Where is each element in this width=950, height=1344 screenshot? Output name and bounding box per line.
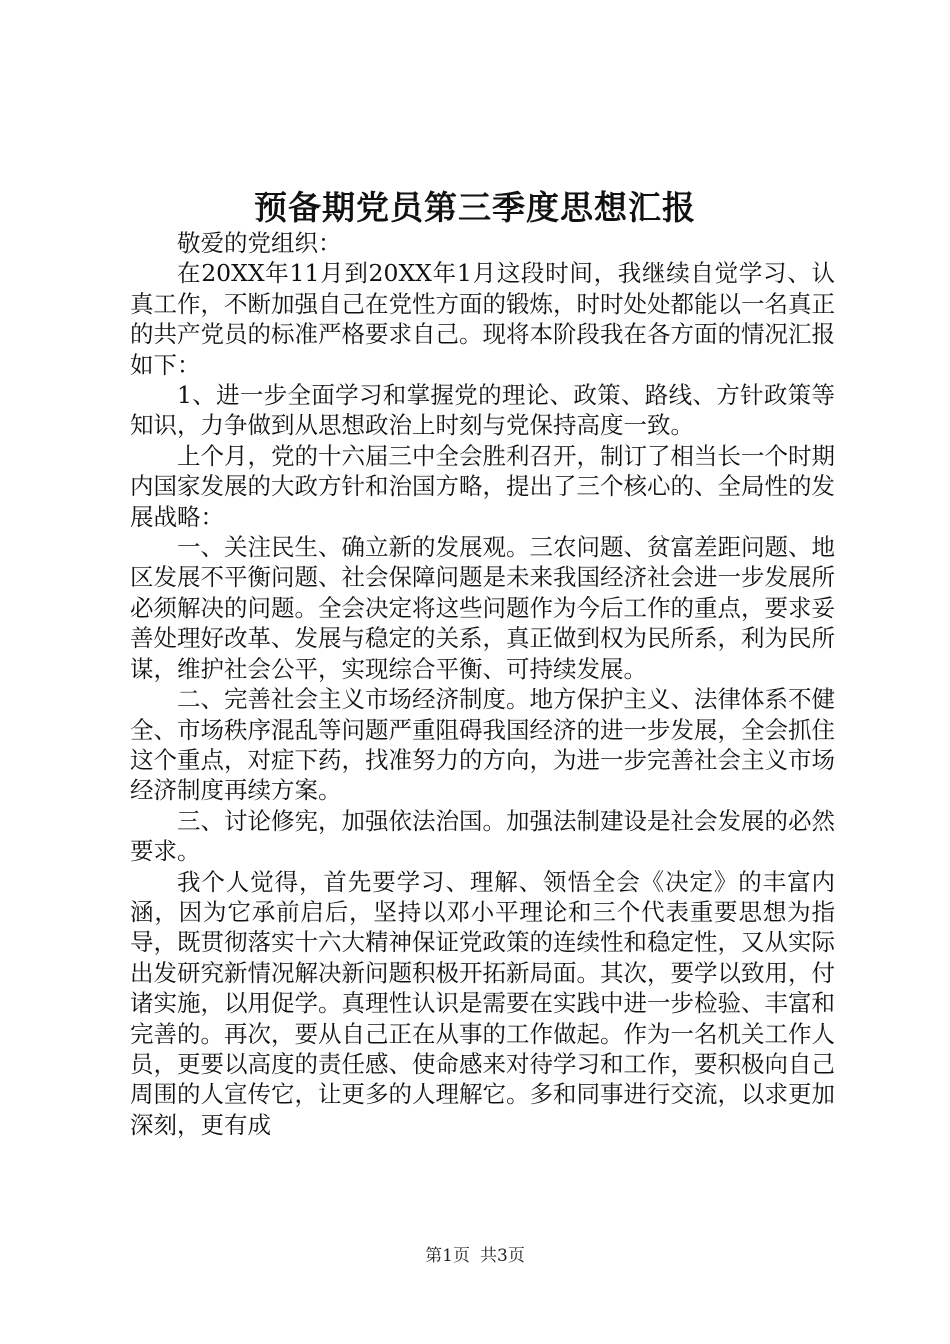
paragraph-point-1: 一、关注民生、确立新的发展观。三农问题、贫富差距问题、地区发展不平衡问题、社会保障问题是未来我国经济社会进一步发展所必须解决的问题。全会决定将这些问题作为今后工作的重点，要求妥善处理好改革、发展与稳定的关系，真正做到权为民所系，利为民所谋，维护社会公平，实现综合平衡、可持续发展。	[130, 533, 835, 683]
page-number: 第1页	[425, 1246, 470, 1266]
paragraph-point-2: 二、完善社会主义市场经济制度。地方保护主义、法律体系不健全、市场秩序混乱等问题严重阻碍我国经济的进一步发展，全会抓住这个重点，对症下药，找准努力的方向，为进一步完善社会主义市场经济制度再续方案。	[130, 685, 835, 805]
page-footer	[0, 1244, 950, 1268]
page-total: 共3页	[480, 1246, 525, 1266]
document-title: 预备期党员第三季度思想汇报	[254, 188, 696, 227]
paragraph-point-3: 三、讨论修宪，加强依法治国。加强法制建设是社会发展的必然要求。	[130, 806, 835, 866]
paragraph-plenary: 上个月，党的十六届三中全会胜利召开，制订了相当长一个时期内国家发展的大政方针和治国方略，提出了三个核心的、全局性的发展战略：	[130, 441, 835, 531]
document-body	[130, 228, 835, 1140]
paragraph-intro: 在20XX年11月到20XX年1月这段时间，我继续自觉学习、认真工作，不断加强自己在党性方面的锻炼，时时处处都能以一名真正的共产党员的标准严格要求自己。现将本阶段我在各方面的情况汇报如下：	[130, 259, 835, 379]
paragraph-personal-view: 我个人觉得，首先要学习、理解、领悟全会《决定》的丰富内涵，因为它承前启后，坚持以邓小平理论和三个代表重要思想为指导，既贯彻落实十六大精神保证党政策的连续性和稳定性，又从实际出发研究新情况解决新问题积极开拓新局面。其次，要学以致用，付诸实施，以用促学。真理性认识是需要在实践中进一步检验、丰富和完善的。再次，要从自己正在从事的工作做起。作为一名机关工作人员，更要以高度的责任感、使命感来对待学习和工作，要积极向自己周围的人宣传它，让更多的人理解它。多和同事进行交流，以求更加深刻，更有成	[130, 867, 835, 1139]
paragraph-item-1: 1、进一步全面学习和掌握党的理论、政策、路线、方针政策等知识，力争做到从思想政治上时刻与党保持高度一致。	[130, 381, 835, 440]
salutation: 敬爱的党组织：	[177, 229, 342, 257]
